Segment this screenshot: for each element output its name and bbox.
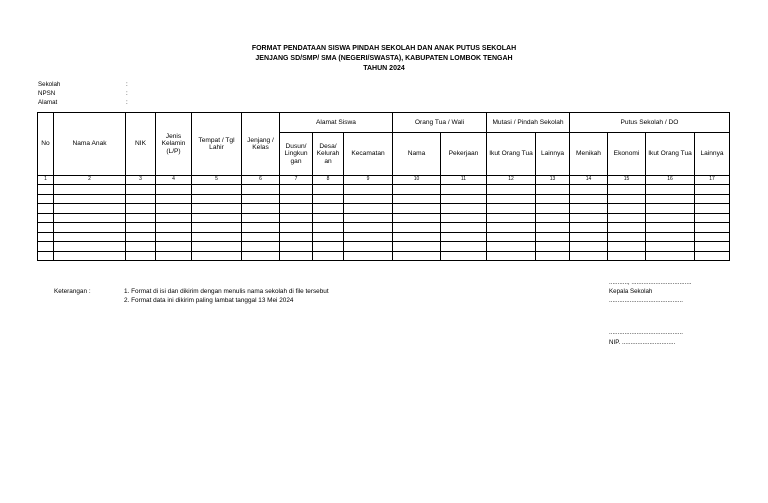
table-cell xyxy=(192,251,242,261)
column-number-row xyxy=(38,176,730,185)
signature-date-line: ..........., ................................... xyxy=(609,279,692,286)
table-cell xyxy=(441,242,487,252)
table-row xyxy=(38,223,730,233)
npsn-row xyxy=(38,89,128,98)
table-cell xyxy=(192,232,242,242)
header-dusun: Dusun/ Lingkun gan xyxy=(280,133,313,176)
table-cell xyxy=(393,194,441,204)
table-cell xyxy=(441,185,487,195)
column-number: 7 xyxy=(280,176,313,185)
table-row xyxy=(38,251,730,261)
table-row xyxy=(38,232,730,242)
header-mutasi-ikut-orang-tua: Ikut Orang Tua xyxy=(487,133,536,176)
table-cell xyxy=(126,242,156,252)
table-cell xyxy=(280,185,313,195)
table-cell xyxy=(441,223,487,233)
school-name-row xyxy=(38,80,128,89)
table-cell xyxy=(646,232,695,242)
table-cell xyxy=(156,194,192,204)
document-title-line1: FORMAT PENDATAAN SISWA PINDAH SEKOLAH DAN ANAK PUTUS SEKOLAH xyxy=(251,45,517,52)
header-alamat-siswa: Alamat Siswa xyxy=(280,113,393,133)
table-cell xyxy=(695,242,730,252)
signature-role: Kepala Sekolah xyxy=(609,288,653,295)
table-cell xyxy=(393,185,441,195)
table-cell xyxy=(38,204,54,214)
table-cell xyxy=(313,223,344,233)
header-menikah: Menikah xyxy=(570,133,608,176)
table-cell xyxy=(313,232,344,242)
note-item: 2. Format data ini dikirim paling lambat tanggal 13 Mei 2024 xyxy=(124,297,294,304)
table-cell xyxy=(536,213,570,223)
table-cell xyxy=(38,194,54,204)
header-tempat-tgl-lahir: Tempat / Tgl Lahir xyxy=(192,113,242,176)
table-cell xyxy=(695,194,730,204)
header-putus-sekolah: Putus Sekolah / DO xyxy=(570,113,730,133)
header-row-1 xyxy=(38,113,730,133)
table-cell xyxy=(646,223,695,233)
npsn-label: NPSN xyxy=(38,90,56,97)
header-jenis-kelamin: Jenis Kelamin (L/P) xyxy=(156,113,192,176)
table-cell xyxy=(344,185,393,195)
table-cell xyxy=(38,223,54,233)
table-row xyxy=(38,213,730,223)
table-cell xyxy=(242,204,280,214)
table-cell xyxy=(570,194,608,204)
table-cell xyxy=(536,232,570,242)
table-cell xyxy=(54,213,126,223)
column-number: 6 xyxy=(242,176,280,185)
table-cell xyxy=(38,251,54,261)
address-separator: : xyxy=(126,99,128,106)
table-cell xyxy=(695,185,730,195)
header-ortu-nama: Nama xyxy=(393,133,441,176)
table-cell xyxy=(487,204,536,214)
table-cell xyxy=(487,242,536,252)
table-cell xyxy=(54,251,126,261)
header-orang-tua-wali: Orang Tua / Wali xyxy=(393,113,487,133)
table-cell xyxy=(192,204,242,214)
header-kecamatan: Kecamatan xyxy=(344,133,393,176)
table-cell xyxy=(313,194,344,204)
header-ekonomi: Ekonomi xyxy=(608,133,646,176)
table-cell xyxy=(313,242,344,252)
table-cell xyxy=(242,213,280,223)
data-rows xyxy=(38,185,730,261)
table-cell xyxy=(393,242,441,252)
note-item: 1. Format di isi dan dikirim dengan menulis nama sekolah di file tersebut xyxy=(124,288,329,295)
table-cell xyxy=(313,185,344,195)
column-number: 11 xyxy=(441,176,487,185)
table-cell xyxy=(608,204,646,214)
document-title-line2: JENJANG SD/SMP/ SMA (NEGERI/SWASTA), KABUPATEN LOMBOK TENGAH xyxy=(255,55,513,62)
table-cell xyxy=(344,251,393,261)
document-title-line3: TAHUN 2024 xyxy=(363,65,405,72)
table-cell xyxy=(54,242,126,252)
table-cell xyxy=(441,194,487,204)
table-cell xyxy=(280,223,313,233)
table-cell xyxy=(393,232,441,242)
table-cell xyxy=(536,242,570,252)
table-cell xyxy=(156,204,192,214)
table-cell xyxy=(608,242,646,252)
header-mutasi-pindah: Mutasi / Pindah Sekolah xyxy=(487,113,570,133)
table-cell xyxy=(280,251,313,261)
school-separator: : xyxy=(126,81,128,88)
column-number: 5 xyxy=(192,176,242,185)
table-cell xyxy=(570,204,608,214)
column-number: 1 xyxy=(38,176,54,185)
column-number: 2 xyxy=(54,176,126,185)
table-cell xyxy=(344,223,393,233)
table-cell xyxy=(646,185,695,195)
table-cell xyxy=(344,232,393,242)
table-cell xyxy=(487,185,536,195)
table-cell xyxy=(280,204,313,214)
table-cell xyxy=(570,185,608,195)
table-cell xyxy=(570,213,608,223)
column-number: 8 xyxy=(313,176,344,185)
table-cell xyxy=(54,204,126,214)
npsn-separator: : xyxy=(126,90,128,97)
table-cell xyxy=(156,232,192,242)
header-mutasi-lainnya: Lainnya xyxy=(536,133,570,176)
column-number: 3 xyxy=(126,176,156,185)
table-cell xyxy=(192,242,242,252)
table-cell xyxy=(608,185,646,195)
table-cell xyxy=(242,232,280,242)
table-cell xyxy=(192,185,242,195)
table-cell xyxy=(126,213,156,223)
table-cell xyxy=(126,185,156,195)
table-cell xyxy=(608,194,646,204)
table-cell xyxy=(570,251,608,261)
table-cell xyxy=(646,213,695,223)
table-cell xyxy=(393,223,441,233)
table-cell xyxy=(242,194,280,204)
table-cell xyxy=(156,242,192,252)
column-number: 15 xyxy=(608,176,646,185)
table-cell xyxy=(344,213,393,223)
signature-name-line: ........................................... xyxy=(609,329,683,336)
header-putus-lainnya: Lainnya xyxy=(695,133,730,176)
column-number: 16 xyxy=(646,176,695,185)
table-cell xyxy=(192,213,242,223)
table-cell xyxy=(280,194,313,204)
table-row xyxy=(38,185,730,195)
header-putus-ikut-orang-tua: Ikut Orang Tua xyxy=(646,133,695,176)
table-cell xyxy=(38,232,54,242)
table-cell xyxy=(344,204,393,214)
table-cell xyxy=(192,194,242,204)
table-cell xyxy=(646,194,695,204)
table-row xyxy=(38,204,730,214)
table-cell xyxy=(441,232,487,242)
table-cell xyxy=(393,213,441,223)
table-cell xyxy=(646,242,695,252)
address-label: Alamat xyxy=(38,99,58,106)
notes-label: Keterangan : xyxy=(54,288,91,295)
signature-line-under-role: ........................................... xyxy=(609,297,683,304)
column-number: 13 xyxy=(536,176,570,185)
table-cell xyxy=(695,223,730,233)
table-cell xyxy=(156,223,192,233)
table-cell xyxy=(536,223,570,233)
notes-list xyxy=(124,287,444,305)
school-info xyxy=(38,80,128,107)
table-cell xyxy=(242,242,280,252)
table-cell xyxy=(242,251,280,261)
table-cell xyxy=(192,223,242,233)
table-cell xyxy=(536,194,570,204)
table-cell xyxy=(570,242,608,252)
table-cell xyxy=(608,251,646,261)
address-row xyxy=(38,98,128,107)
table-cell xyxy=(126,223,156,233)
table-cell xyxy=(313,204,344,214)
table-cell xyxy=(280,232,313,242)
table-cell xyxy=(570,232,608,242)
table-cell xyxy=(646,204,695,214)
table-cell xyxy=(393,251,441,261)
table-row xyxy=(38,242,730,252)
column-number: 4 xyxy=(156,176,192,185)
header-pekerjaan: Pekerjaan xyxy=(441,133,487,176)
table-cell xyxy=(156,185,192,195)
table-cell xyxy=(38,185,54,195)
table-cell xyxy=(126,251,156,261)
table-cell xyxy=(536,251,570,261)
table-cell xyxy=(608,223,646,233)
table-cell xyxy=(242,185,280,195)
table-row xyxy=(38,194,730,204)
table-cell xyxy=(487,194,536,204)
school-label: Sekolah xyxy=(38,81,61,88)
table-cell xyxy=(536,185,570,195)
table-cell xyxy=(54,194,126,204)
table-cell xyxy=(695,213,730,223)
table-cell xyxy=(54,185,126,195)
table-cell xyxy=(695,204,730,214)
student-data-table xyxy=(37,112,730,261)
table-cell xyxy=(54,232,126,242)
table-cell xyxy=(156,251,192,261)
column-number: 10 xyxy=(393,176,441,185)
table-cell xyxy=(344,194,393,204)
header-nama-anak: Nama Anak xyxy=(54,113,126,176)
table-cell xyxy=(570,223,608,233)
table-cell xyxy=(695,232,730,242)
table-cell xyxy=(536,204,570,214)
table-cell xyxy=(126,204,156,214)
table-cell xyxy=(608,232,646,242)
table-cell xyxy=(126,194,156,204)
column-number: 14 xyxy=(570,176,608,185)
table-cell xyxy=(280,213,313,223)
header-desa: Desa/ Kelurah an xyxy=(313,133,344,176)
table-cell xyxy=(54,223,126,233)
table-cell xyxy=(487,251,536,261)
header-nik: NIK xyxy=(126,113,156,176)
column-number: 9 xyxy=(344,176,393,185)
table-cell xyxy=(126,232,156,242)
table-cell xyxy=(38,213,54,223)
table-cell xyxy=(646,251,695,261)
table-cell xyxy=(608,213,646,223)
signature-nip: NIP. ............................... xyxy=(609,339,676,346)
table-cell xyxy=(313,213,344,223)
table-cell xyxy=(441,204,487,214)
table-cell xyxy=(487,223,536,233)
header-jenjang-kelas: Jenjang / Kelas xyxy=(242,113,280,176)
table-cell xyxy=(487,213,536,223)
table-cell xyxy=(156,213,192,223)
table-cell xyxy=(344,242,393,252)
header-no: No xyxy=(38,113,54,176)
table-cell xyxy=(280,242,313,252)
table-cell xyxy=(38,242,54,252)
table-cell xyxy=(441,251,487,261)
table-cell xyxy=(393,204,441,214)
column-number: 17 xyxy=(695,176,730,185)
column-number: 12 xyxy=(487,176,536,185)
table-cell xyxy=(313,251,344,261)
table-cell xyxy=(695,251,730,261)
table-cell xyxy=(487,232,536,242)
table-cell xyxy=(441,213,487,223)
table-cell xyxy=(242,223,280,233)
